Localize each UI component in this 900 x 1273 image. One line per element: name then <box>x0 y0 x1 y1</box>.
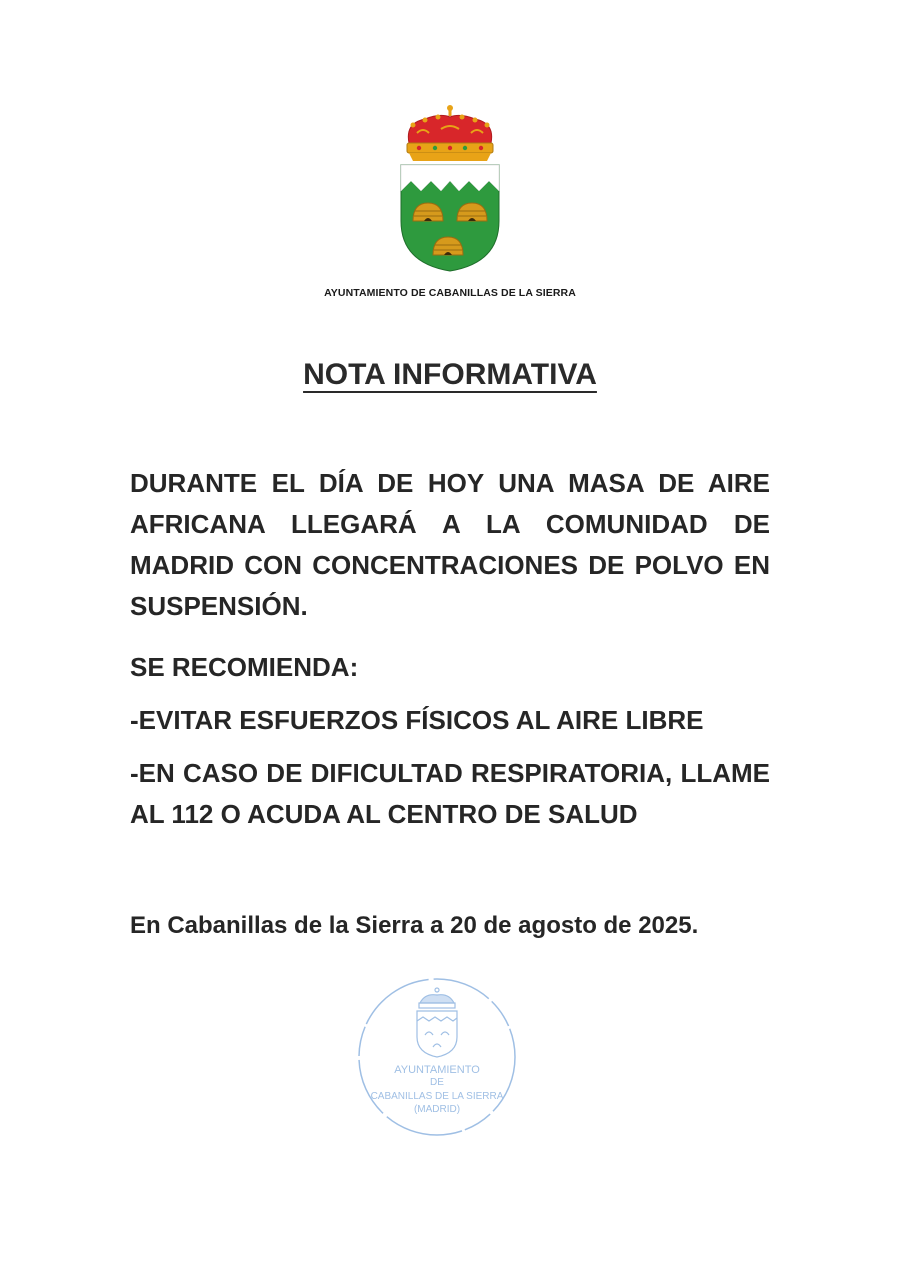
recommendation-item: -EVITAR ESFUERZOS FÍSICOS AL AIRE LIBRE <box>130 705 704 735</box>
stamp-line-4: (MADRID) <box>413 1104 461 1115</box>
crown-icon <box>407 105 493 161</box>
recommendation-item: -EN CASO DE DIFICULTAD RESPIRATORIA, LLAME AL 112 O ACUDA AL CENTRO DE SALUD <box>130 758 770 829</box>
page-title <box>0 358 900 392</box>
recommend-heading: SE RECOMIENDA: <box>130 652 359 682</box>
main-paragraph: DURANTE EL DÍA DE HOY UNA MASA DE AIRE AFRICANA LLEGARÁ A LA COMUNIDAD DE MADRID CON CONCENTRACIONES DE POLVO EN SUSPENSIÓN. <box>130 468 770 621</box>
municipality-name: AYUNTAMIENTO DE CABANILLAS DE LA SIERRA <box>324 287 576 299</box>
stamp-shield-icon <box>417 1011 457 1057</box>
signoff-date-line: En Cabanillas de la Sierra a 20 de agosto de 2025. <box>130 912 699 939</box>
stamp-line-1: AYUNTAMIENTO <box>394 1064 480 1076</box>
coat-of-arms-logo <box>395 103 505 273</box>
stamp-line-3: CABANILLAS DE LA SIERRA <box>370 1091 504 1102</box>
stamp-crown-icon <box>419 988 455 1008</box>
page-title-text: NOTA INFORMATIVA <box>303 358 597 391</box>
stamp-line-2: DE <box>430 1077 444 1088</box>
shield-icon <box>401 165 499 271</box>
official-stamp <box>355 975 520 1140</box>
